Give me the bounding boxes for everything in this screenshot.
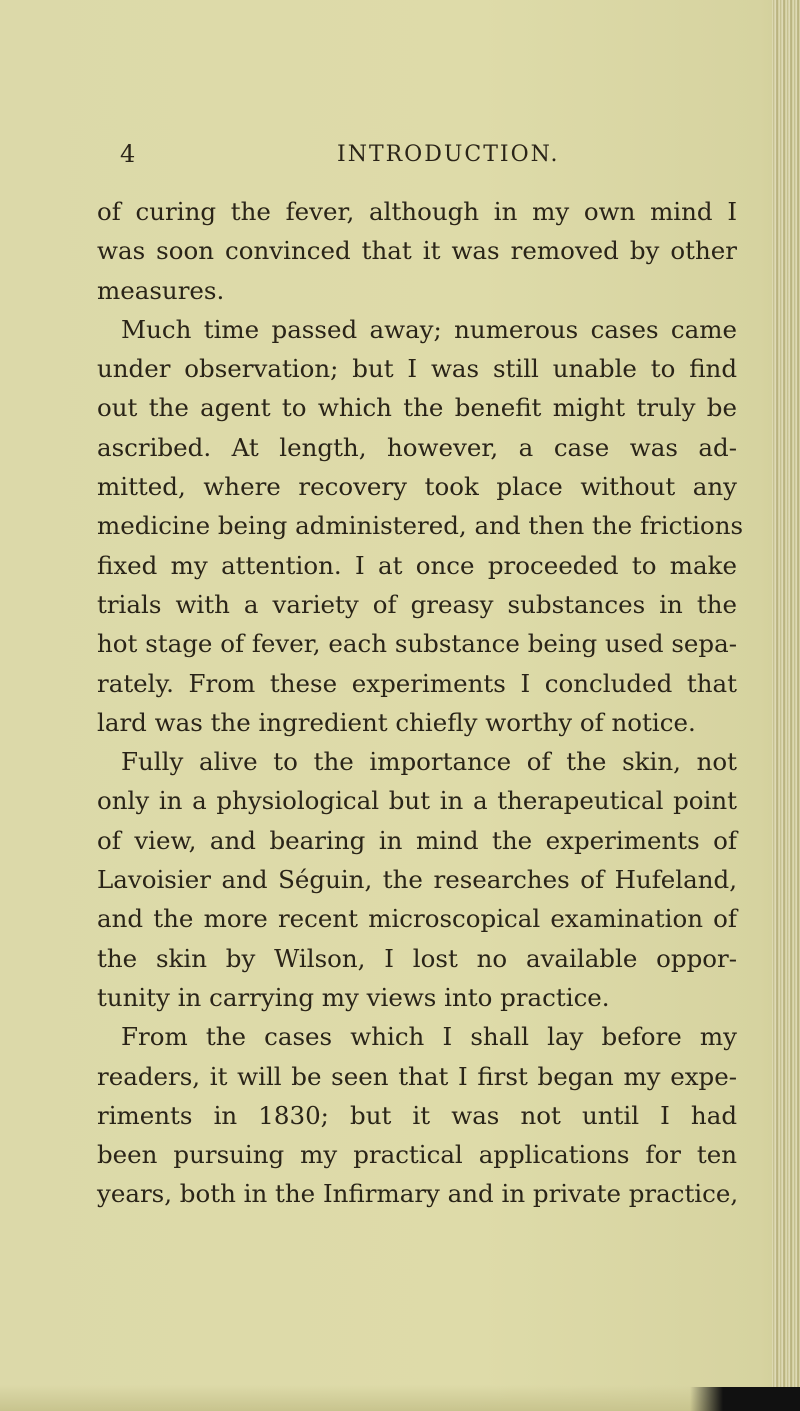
text-line: Much time passed away; numerous cases came xyxy=(121,314,737,344)
text-line: only in a physiological but in a therapeutical point xyxy=(97,786,737,816)
text-line: hot stage of fever, each substance being used sepa- xyxy=(97,629,737,659)
text-line: trials with a variety of greasy substances in the xyxy=(97,589,737,619)
page-number: 4 xyxy=(120,140,137,168)
text-line: been pursuing my practical applications for ten xyxy=(97,1140,737,1170)
text-line: medicine being administered, and then the frictions xyxy=(97,511,744,541)
text-line: ascribed. At length, however, a case was ad- xyxy=(97,432,737,462)
text-line: was soon convinced that it was removed by other xyxy=(97,236,737,266)
text-line: rately. From these experiments I concluded that xyxy=(97,668,737,698)
text-line: lard was the ingredient chiefly worthy of notice. xyxy=(97,707,696,737)
text-line: out the agent to which the benefit might truly be xyxy=(97,393,737,423)
text-line: From the cases which I shall lay before my xyxy=(121,1022,737,1052)
text-line: riments in 1830; but it was not until I had xyxy=(97,1100,737,1130)
running-head: INTRODUCTION. xyxy=(337,142,560,167)
text-line: years, both in the Infirmary and in private practice, xyxy=(97,1179,739,1209)
text-line: of view, and bearing in mind the experiments of xyxy=(97,825,737,855)
text-line: readers, it will be seen that I first began my expe- xyxy=(97,1061,737,1091)
bottom-shading xyxy=(0,1385,800,1411)
text-line: under observation; but I was still unable to find xyxy=(97,354,737,384)
text-line: mitted, where recovery took place without any xyxy=(97,472,737,502)
text-line: of curing the fever, although in my own mind I xyxy=(97,197,737,226)
text-line: Fully alive to the importance of the skin, not xyxy=(121,747,737,777)
text-line: fixed my attention. I at once proceeded to make xyxy=(97,550,737,580)
text-line: measures. xyxy=(97,275,225,305)
text-line: and the more recent microscopical examination of xyxy=(97,904,737,934)
body-text xyxy=(97,192,744,1214)
text-line: the skin by Wilson, I lost no available oppor- xyxy=(97,943,737,973)
corner-shadow xyxy=(690,1387,800,1411)
text-line: tunity in carrying my views into practice. xyxy=(97,982,610,1012)
page-edge-shading xyxy=(772,0,800,1411)
text-line: Lavoisier and Séguin, the researches of Hufeland, xyxy=(97,865,737,895)
page-header xyxy=(100,140,740,170)
